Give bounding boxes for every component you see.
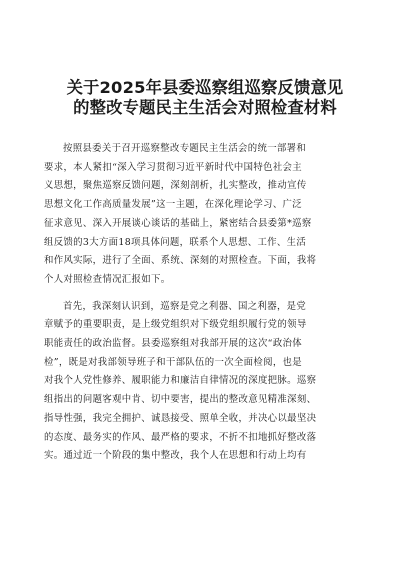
- paragraph-line: 检”，既是对我部领导班子和干部队伍的一次全面检阅，也是: [44, 356, 302, 368]
- paragraph-line: 按照县委关于召开巡察整改专题民主生活会的统一部署和: [63, 143, 307, 154]
- paragraph-line: 指导性强，我完全拥护、诚恳接受、照单全收，并决心以最坚决: [44, 412, 317, 424]
- paragraph-intro: [44, 140, 366, 290]
- paragraph-line: 和作风实际，进行了全面、系统、深刻的对照检查。下面，我将: [44, 255, 317, 267]
- paragraph-line: 对我个人党性修养、履职能力和廉洁自律情况的深度把脉。巡察: [44, 375, 317, 387]
- paragraph-line: 征求意见、深入开展谈心谈话的基础上，紧密结合县委第*巡察: [44, 217, 312, 229]
- document-title: [44, 78, 366, 118]
- paragraph-spacer: [44, 290, 366, 298]
- title-line-1: 关于2025年县委巡察组巡察反馈意见: [66, 78, 344, 97]
- paragraph-line: 首先，我深刻认识到，巡察是党之利器、国之利器，是党: [63, 300, 307, 312]
- paragraph-line: 要求，本人紧扣“深入学习贯彻习近平新时代中国特色社会主: [44, 161, 302, 173]
- paragraph-line: 章赋予的重要职责，是上级党组织对下级党组织履行党的领导: [44, 319, 307, 331]
- paragraph-line: 职能责任的政治监督。县委巡察组对我部开展的这次“政治体: [44, 338, 302, 350]
- paragraph-line: 思想文化工作高质量发展”这一主题，在深化理论学习、广泛: [44, 199, 302, 211]
- paragraph-line: 个人对照检查情况汇报如下。: [44, 273, 171, 285]
- paragraph-line: 组指出的问题客观中肯、切中要害，提出的整改意见精准深刻、: [44, 394, 317, 406]
- paragraph-line: 组反馈的3大方面18项具体问题，联系个人思想、工作、生活: [44, 236, 307, 248]
- paragraph-line: 义思想，聚焦巡察反馈问题，深刻剖析，扎实整改，推动宣传: [44, 180, 307, 192]
- paragraph-line: 实。通过近一个阶段的集中整改，我个人在思想和行动上均有: [44, 450, 307, 462]
- paragraph-line: 的态度、最务实的作风、最严格的要求，不折不扣地抓好整改落: [44, 431, 317, 443]
- title-line-2: 的整改专题民主生活会对照检查材料: [73, 98, 337, 117]
- paragraph-recognition: [44, 298, 366, 466]
